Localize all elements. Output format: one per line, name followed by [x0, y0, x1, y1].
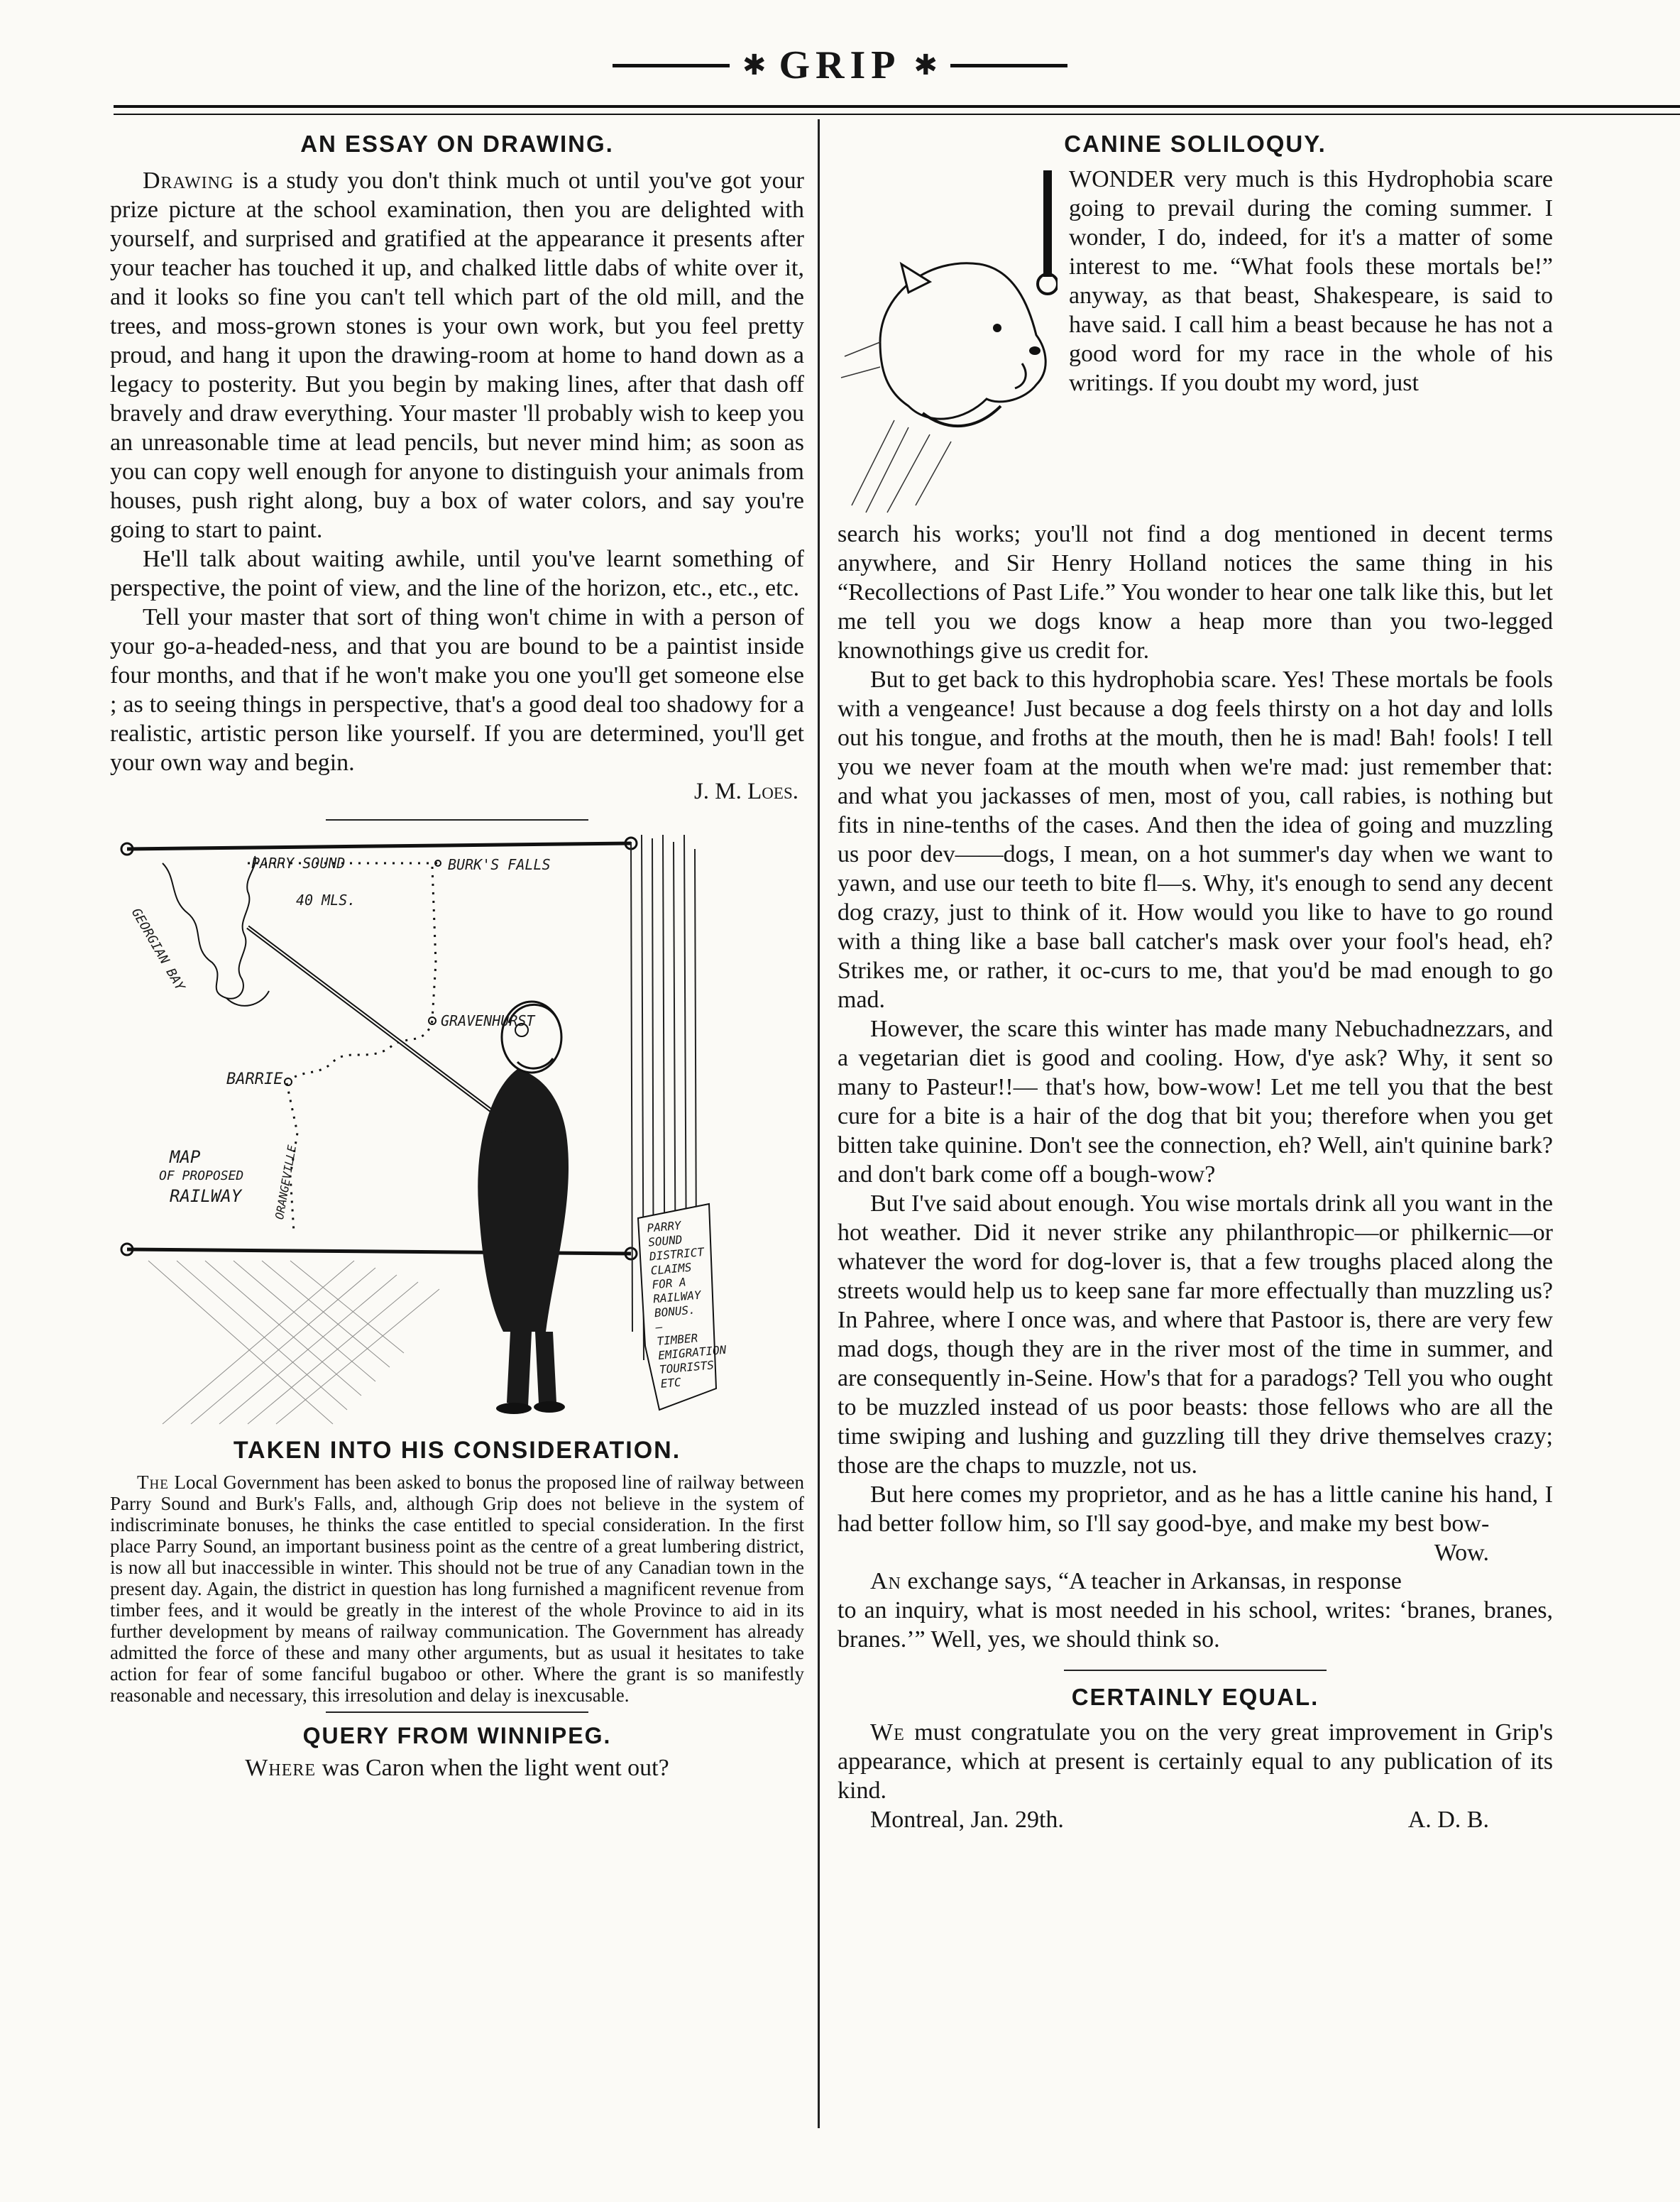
query-body: was Caron when the light went out? — [322, 1755, 669, 1781]
canine-paragraph-4: But I've said about enough. You wise mortals drink all you want in the hot weather. Did it never strike any philanthropic—or philkernic—or whatever the word for dog-lover is, that a few troughs placed along the streets would help us to keep sane far more effectually than muzzling us? In Pahree, where I once was, and where that Pastoor is, there are very few mad dogs, though they are in the river most of the time in summer, and are consequently in-Seine. How's that for a paradogs? Tell you who ought to be muzzled instead of us poor beasts: those fellows who are all the time swiping and lushing and guzzling till they drive themselves crazy; those are the chaps to muzzle, not us. — [838, 1190, 1553, 1479]
canine-opening — [838, 165, 1553, 520]
paper-line: FOR A — [651, 1275, 687, 1292]
column-divider — [818, 119, 820, 2128]
query-text — [110, 1753, 804, 1782]
paper-line: DISTRICT — [649, 1244, 705, 1264]
header-rule-thin — [114, 114, 1680, 115]
equal-signoff — [838, 1805, 1553, 1834]
equal-heading: CERTAINLY EQUAL. — [1071, 1684, 1319, 1710]
essay-signature: J. M. Loes. — [693, 779, 798, 804]
right-column — [838, 128, 1553, 1834]
essay-paragraph-1 — [110, 166, 804, 544]
map-label-title-3: RAILWAY — [170, 1186, 242, 1206]
section-divider — [1064, 1670, 1327, 1671]
map-label-gravenhurst: GRAVENHURST — [441, 1012, 535, 1029]
cartoon-caption — [110, 1437, 804, 1706]
essay-paragraph-1-text: is a study you don't think much ot until you've got your prize picture at the school examination, then you are delighted with yourself, and surprised and gratified at the appearance it presents after your teacher has touched it up, and chalked little dabs of white over it, and it looks so fine you can't tell which part of the old mill, and the trees, and moss-grown stones is your own work, but you feel pretty proud, and hang it upon the drawing-room at home to hand down as a legacy to posterity. But you begin by making lines, after that dash off bravely and draw everything. Your master 'll probably wish to keep you an unreasonable time at lead pencils, but never mind him; as soon as you can copy well enough for anyone to distinguish your animals from houses, push right along, buy a box of water colors, and say you're going to start to paint. — [110, 168, 804, 543]
exchange-paragraph — [838, 1567, 1553, 1654]
query-heading: QUERY FROM WINNIPEG. — [302, 1723, 612, 1748]
essay-paragraph-3: Tell your master that sort of thing won't chime in with a person of your go-a-headed-ness, and that you are bound to be a paintist inside four months, and that if he won't make you one you'll get someone else ; as to seeing things in perspective, that's a good deal too shadowy for a realistic, artistic person like yourself. If you are determined, you'll get your own way and begin. — [110, 604, 804, 776]
map-label-barrie: BARRIE — [226, 1070, 283, 1088]
canine-paragraph-1-rest: search his works; you'll not find a dog mentioned in decent terms anywhere, and Sir Henry Holland notices the same thing in his “Recollections of Past Life.” You wonder to hear one talk like this, but let me tell you we dogs know a heap more than you two-legged knownothings give us credit for. — [838, 521, 1553, 664]
header-rule — [114, 105, 1680, 108]
cartoon-caption-heading: TAKEN INTO HIS CONSIDERATION. — [233, 1437, 681, 1464]
masthead-rule-right — [950, 64, 1067, 67]
query-lead: Where — [245, 1755, 317, 1781]
map-label-distance: 40 MLS. — [296, 892, 356, 909]
equal-signature: A. D. B. — [1407, 1807, 1489, 1833]
map-label-burks-falls: BURK'S FALLS — [448, 856, 551, 873]
equal-lead: We — [870, 1719, 905, 1746]
masthead — [0, 37, 1680, 94]
caption-body: Local Government has been asked to bonus the proposed line of railway between Parry Sound and Burk's Falls, and, although Grip does not believe in the system of indiscriminate bonuses, he thinks the case entitled to special consideration. In the first place Parry Sound, an important business point as the centre of a great lumbering district, is now all but inaccessible in winter. This should not be true of any Canadian town in the present day. Again, the district in question has long furnished a magnificent revenue from timber fees, and it would be greatly in the interest of the whole Province to aid in its further development by means of railway communication. The Government has already admitted the force of these and many other arguments, but as usual it hesitates to take action for fear of some fanciful bugaboo or other. Where the grant is so manifestly reasonable and necessary, this irresolution and delay is inexcusable. — [110, 1472, 805, 1706]
paper-line: CLAIMS — [649, 1260, 693, 1278]
canine-paragraph-5-text: But here comes my proprietor, and as he has a little canine his hand, I had better follow him, so I'll say good-bye, and make my best bow- — [838, 1481, 1553, 1537]
essay-lead: Drawing — [143, 168, 234, 194]
paper-line: PARRY — [646, 1218, 682, 1235]
paper-line: — — [654, 1320, 664, 1335]
map-label-vertical: ORANGEVILLE — [273, 1144, 300, 1221]
essay-heading: AN ESSAY ON DRAWING. — [300, 131, 614, 157]
equal-place-date: Montreal, Jan. 29th. — [870, 1807, 1064, 1833]
paper-line: EMIGRATION — [657, 1342, 728, 1363]
masthead-title: GRIP — [779, 43, 901, 87]
section-divider — [326, 819, 588, 821]
canine-paragraph-1-first: WONDER very much is this Hydrophobia scare going to prevail during the coming summer. I wonder, I do, indeed, for it's a matter of some interest to me. “What fools these mortals be!” anyway, as that beast, Shakespeare, is said to have said. I call him a beast because he has not a good word for my race in the whole of his writings. If you doubt my word, just — [1069, 166, 1553, 396]
essay-paragraph-2: He'll talk about waiting awhile, until you've learnt something of perspective, the point of view, and the line of the horizon, etc., etc., etc. — [110, 546, 804, 601]
map-label-parry-sound: PARRY SOUND — [251, 855, 346, 872]
cartoon-caption-text — [110, 1472, 804, 1706]
star-icon: ✱ — [913, 49, 938, 81]
cartoon-illustration — [120, 835, 794, 1433]
canine-closing-word: Wow. — [1434, 1540, 1489, 1566]
paper-line: SOUND — [647, 1232, 683, 1249]
caption-lead: The — [137, 1472, 169, 1493]
exchange-body: exchange says, “A teacher in Arkansas, in response to an inquiry, what is most needed in his school, writes: ‘branes, branes, branes.’” Well, yes, we should think so. — [838, 1568, 1553, 1653]
section-divider — [326, 1711, 588, 1713]
left-column — [110, 128, 804, 1782]
exchange-lead: An — [870, 1568, 901, 1594]
canine-paragraph-2: But to get back to this hydrophobia scare. Yes! These mortals be fools with a vengeance! Just because a dog feels thirsty on a hot day and lolls out his tongue, and froths at the mouth, then he is mad! Bah! fools! I tell you we never foam at the mouth when we're mad: just remember that: and what you jackasses of men, most of you, call rabies, is nothing but fits in nine-tenths of the cases. And then the idea of going and muzzling us poor dev——dogs, I mean, on a hot summer's day when we want to yawn, and use our teeth to bite fl—s. Why, it's enough to send any decent dog crazy, just to think of it. How would you like to have to go round with a thing like a base ball catcher's mask over your fool's head, eh? Strikes me, or rather, it oc-curs to me, that you'd be mad enough to go mad. — [838, 667, 1553, 1013]
paper-line: TIMBER — [656, 1331, 698, 1349]
paper-line: BONUS. — [654, 1303, 696, 1320]
paper-line: TOURISTS — [659, 1358, 715, 1376]
star-icon: ✱ — [742, 49, 767, 81]
canine-heading: CANINE SOLILOQUY. — [1064, 131, 1327, 157]
canine-paragraph-1-wrapped — [1069, 165, 1553, 398]
map-label-title-2: OF PROPOSED — [159, 1168, 244, 1183]
claims-paper — [647, 1215, 732, 1391]
dog-head-illustration — [838, 165, 1058, 520]
canine-paragraph-5 — [838, 1480, 1553, 1566]
equal-paragraph — [838, 1718, 1553, 1805]
canine-paragraph-3: However, the scare this winter has made many Nebuchadnezzars, and a vegetarian diet is good and cooling. How, d'ye ask? Why, it sent so many to Pasteur!!— that's how, bow-wow! Let me tell you that the best cure for a bite is a hair of the dog that bit you; therefore when you get bitten take quinine. Don't see the connection, eh? Well, ain't quinine bark? and don't bark come off a bough-wow? — [838, 1016, 1553, 1188]
map-label-title-1: MAP — [170, 1147, 201, 1167]
masthead-rule-left — [613, 64, 730, 67]
equal-body: must congratulate you on the very great improvement in Grip's appearance, which at present is certainly equal to any publication of its kind. — [838, 1719, 1554, 1804]
map-label-georgian-bay: GEORGIAN BAY — [128, 906, 188, 994]
paper-line: RAILWAY — [652, 1288, 702, 1306]
paper-line: ETC — [659, 1375, 682, 1391]
